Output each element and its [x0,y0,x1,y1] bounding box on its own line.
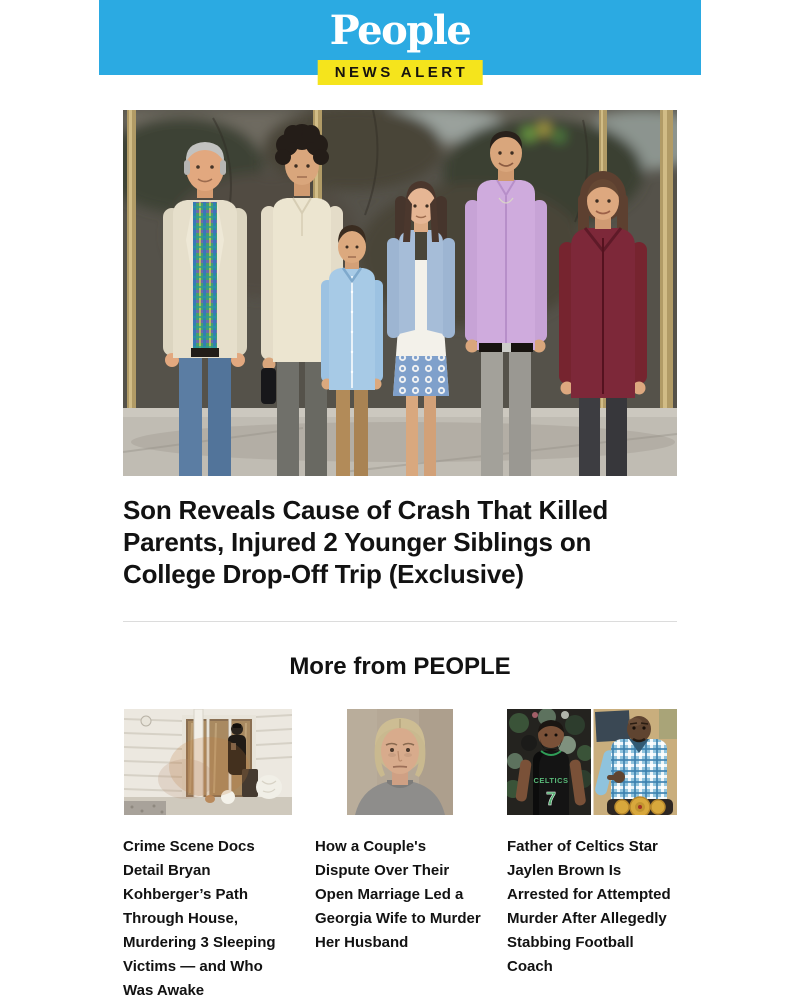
article-thumbnail-mugshot[interactable] [315,709,485,815]
jaylen-brown-father-side [593,709,677,815]
article-card-jaylen-brown[interactable] [507,709,677,1003]
article-card-kohberger[interactable] [123,709,293,1003]
crime-scene-house-photo [124,709,292,815]
jersey-number-text: 7 [545,789,557,809]
hero-family-photo [123,110,677,476]
article-title[interactable]: How a Couple's Dispute Over Their Open Marriage Led a Georgia Wife to Murder Her Husband [315,838,481,951]
championship-belt [607,797,673,815]
jaylen-brown-and-father-photo [507,709,677,815]
article-card-open-marriage[interactable] [315,709,485,1003]
newsletter-header [99,0,701,81]
email-newsletter [99,0,701,1003]
jaylen-brown-side [507,709,593,815]
section-divider [123,621,677,622]
more-from-people-title: More from PEOPLE [289,653,511,680]
hero-article-image-link[interactable] [123,110,677,476]
article-thumbnail-jaylen-brown[interactable] [507,709,677,815]
article-title[interactable]: Father of Celtics Star Jaylen Brown Is Arrested for Attempted Murder After Allegedly Stabbing Football Coach [507,838,671,975]
article-thumbnail-crime-scene[interactable] [123,709,293,815]
article-title[interactable]: Crime Scene Docs Detail Bryan Kohberger’s Path Through House, Murdering 3 Sleeping Victims — and Who Was Awake [123,838,276,999]
mugshot-photo [347,709,453,815]
jersey-team-text: CELTICS [533,776,569,785]
newsletter-content [123,110,677,1003]
news-alert-badge: NEWS ALERT [318,60,483,85]
people-logo[interactable]: People [329,7,471,54]
hero-headline[interactable]: Son Reveals Cause of Crash That Killed Parents, Injured 2 Younger Siblings on College Drop-Off Trip (Exclusive) [123,495,609,589]
article-card-list [123,709,677,1003]
